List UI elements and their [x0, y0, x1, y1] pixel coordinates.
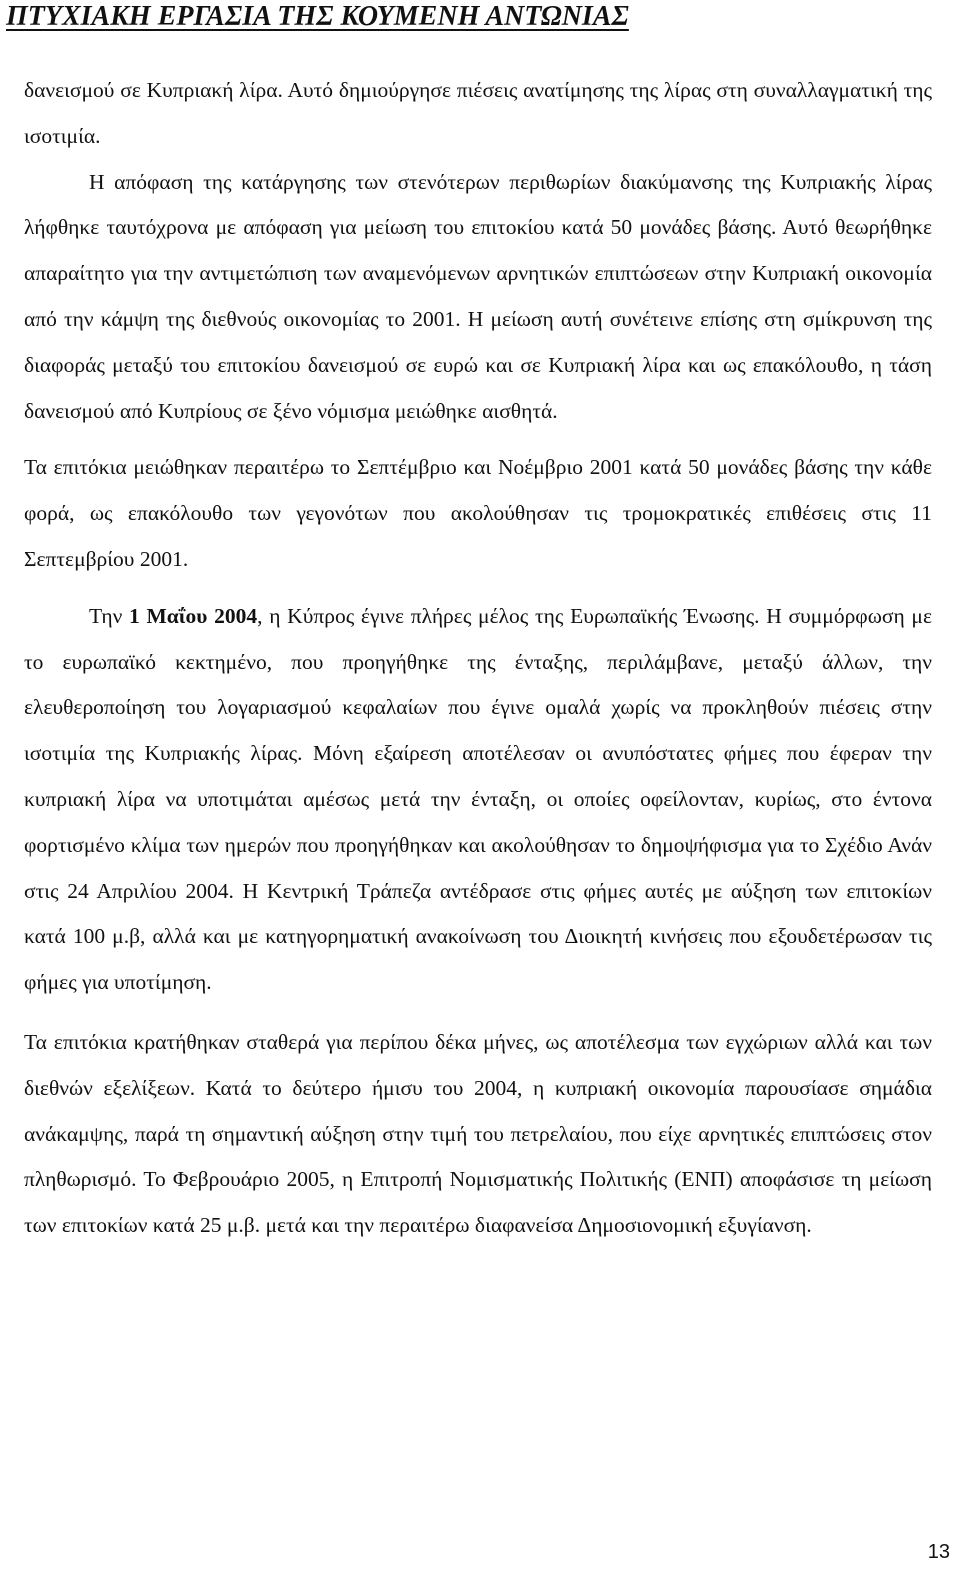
- document-body: [24, 68, 932, 1249]
- paragraph-4-date: 1 Μαΐου 2004: [129, 603, 258, 628]
- paragraph-3: Τα επιτόκια μειώθηκαν περαιτέρω το Σεπτέμβριο και Νοέμβριο 2001 κατά 50 μονάδες βάσης την κάθε φορά, ως επακόλουθο των γεγονότων που ακολούθησαν τις τρομοκρατικές επιθέσεις στις 11 Σεπτεμβρίου 2001.: [24, 455, 932, 571]
- page-number: 13: [927, 1541, 950, 1563]
- paragraph-1: δανεισμού σε Κυπριακή λίρα. Αυτό δημιούργησε πιέσεις ανατίμησης της λίρας στη συναλλαγματική της ισοτιμία.: [24, 78, 932, 148]
- paragraph-4-lead: Την: [89, 603, 130, 628]
- paragraph-2: Η απόφαση της κατάργησης των στενότερων περιθωρίων διακύμανσης της Κυπριακής λίρας λήφθηκε ταυτόχρονα με απόφαση για μείωση του επιτοκίου κατά 50 μονάδες βάσης. Αυτό θεωρήθηκε απαραίτητο για την αντιμετώπιση των αναμενόμενων αρνητικών επιπτώσεων στην Κυπριακή οικονομία από την κάμψη της διεθνούς οικονομίας το 2001. Η μείωση αυτή συνέτεινε επίσης στη σμίκρυνση της διαφοράς μεταξύ του επιτοκίου δανεισμού σε ευρώ και σε Κυπριακή λίρα και ως επακόλουθο, η τάση δανεισμού από Κυπρίους σε ξένο νόμισμα μειώθηκε αισθητά.: [24, 169, 932, 423]
- paragraph-5: Τα επιτόκια κρατήθηκαν σταθερά για περίπου δέκα μήνες, ως αποτέλεσμα των εγχώριων αλλά και των διεθνών εξελίξεων. Κατά το δεύτερο ήμισυ του 2004, η κυπριακή οικονομία παρουσίασε σημάδια ανάκαμψης, παρά τη σημαντική αύξηση στην τιμή του πετρελαίου, που είχε αρνητικές επιπτώσεις στον πληθωρισμό. Το Φεβρουάριο 2005, η Επιτροπή Νομισματικής Πολιτικής (ΕΝΠ) αποφάσισε τη μείωση των επιτοκίων κατά 25 μ.β. μετά και την περαιτέρω διαφανείσα Δημοσιονομική εξυγίανση.: [24, 1029, 932, 1238]
- document-header: ΠΤΥΧΙΑΚΗ ΕΡΓΑΣΙΑ ΤΗΣ ΚΟΥΜΕΝΗ ΑΝΤΩΝΙΑΣ: [6, 1, 629, 32]
- paragraph-4-rest: , η Κύπρος έγινε πλήρες μέλος της Ευρωπαϊκής Ένωσης. Η συμμόρφωση με το ευρωπαϊκό κεκτημένο, που προηγήθηκε της ένταξης, περιλάμβανε, μεταξύ άλλων, την ελευθεροποίηση του λογαριασμού κεφαλαίων που έγινε ομαλά χωρίς να προκληθούν πιέσεις στην ισοτιμία της Κυπριακής λίρας. Μόνη εξαίρεση αποτέλεσαν οι ανυπόστατες φήμες που έφεραν την κυπριακή λίρα να υποτιμάται αμέσως μετά την ένταξη, οι οποίες οφείλονταν, κυρίως, στο έντονα φορτισμένο κλίμα των ημερών που προηγήθηκαν και ακολούθησαν το δημοψήφισμα για το Σχέδιο Ανάν στις 24 Απριλίου 2004. Η Κεντρική Τράπεζα αντέδρασε στις φήμες αυτές με αύξηση των επιτοκίων κατά 100 μ.β, αλλά και με κατηγορηματική ανακοίνωση του Διοικητή κινήσεις που εξουδετέρωσαν τις φήμες για υποτίμηση.: [24, 603, 932, 995]
- paragraph-4: [24, 594, 932, 1006]
